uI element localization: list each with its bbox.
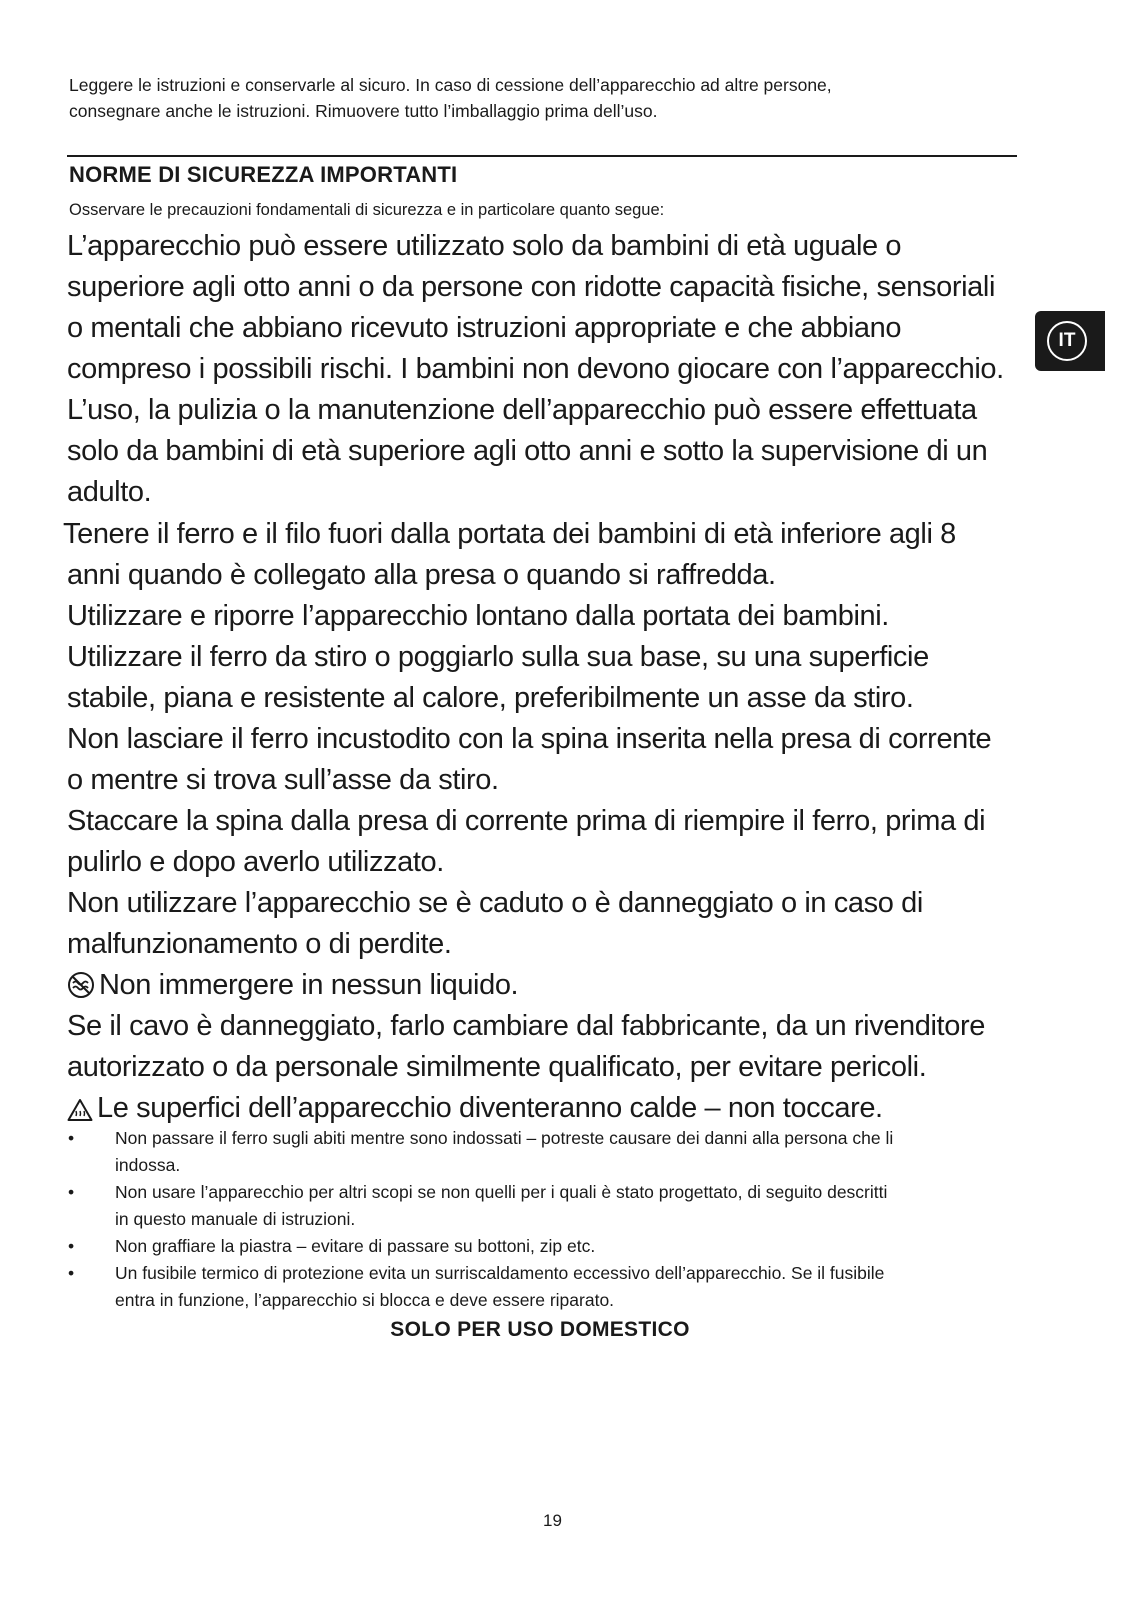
warning-no-immerse (67, 965, 1027, 1011)
intro-line: Leggere le istruzioni e conservarle al sicuro. In caso di cessione dell’apparecchio ad altre persone, (69, 75, 832, 95)
warning-unplug (67, 801, 1027, 883)
list-item-line: Non usare l’apparecchio per altri scopi se non quelli per i quali è stato progettato, di seguito descritti (115, 1182, 888, 1202)
section-subtitle: Osservare le precauzioni fondamentali di sicurezza e in particolare quanto segue: (69, 201, 665, 219)
list-item (62, 1125, 1022, 1179)
intro-text (69, 72, 1029, 124)
warning-unattended (67, 719, 1027, 801)
warning-line: L’uso, la pulizia o la manutenzione dell’apparecchio può essere effettuata (67, 394, 977, 426)
warning-line: o mentali che abbiano ricevuto istruzioni appropriate e che abbiano (67, 312, 902, 344)
warning-line: Non utilizzare l’apparecchio se è caduto o è danneggiato o in caso di (67, 887, 923, 919)
warning-line: Tenere il ferro e il filo fuori dalla portata dei bambini di età inferiore agli 8 (63, 518, 956, 550)
warning-line: stabile, piana e resistente al calore, preferibilmente un asse da stiro. (67, 682, 914, 714)
warning-line: malfunzionamento o di perdite. (67, 928, 452, 960)
section-divider (67, 155, 1017, 157)
section-title: NORME DI SICUREZZA IMPORTANTI (69, 162, 458, 187)
warning-children-use (67, 226, 1027, 513)
list-item (62, 1179, 1022, 1233)
warning-line: Non lasciare il ferro incustodito con la spina inserita nella presa di corrente (67, 723, 992, 755)
bullet-marker: • (68, 1182, 75, 1202)
warning-text: Non immergere in nessun liquido. (99, 969, 519, 1001)
language-badge: IT (1047, 321, 1087, 361)
warning-line (67, 965, 1027, 1011)
page-number: 19 (543, 1511, 562, 1530)
intro-line: consegnare anche le istruzioni. Rimuovere tutto l’imballaggio prima dell’uso. (69, 101, 658, 121)
warning-line: L’apparecchio può essere utilizzato solo da bambini di età uguale o (67, 230, 902, 262)
list-item (62, 1233, 1022, 1260)
language-tab (1035, 311, 1105, 371)
warning-text: Le superfici dell’apparecchio diventeranno calde – non toccare. (97, 1092, 883, 1124)
bullet-marker: • (68, 1263, 75, 1283)
warning-keep-away (63, 514, 1023, 596)
warning-line: Staccare la spina dalla presa di corrente prima di riempire il ferro, prima di (67, 805, 986, 837)
warning-line: Utilizzare e riporre l’apparecchio lontano dalla portata dei bambini. (67, 600, 889, 632)
list-item (62, 1260, 1022, 1314)
warning-line: Utilizzare il ferro da stiro o poggiarlo sulla sua base, su una superficie (67, 641, 929, 673)
warning-cable (67, 1006, 1027, 1088)
warning-damaged (67, 883, 1027, 965)
list-item-line: entra in funzione, l’apparecchio si blocca e deve essere riparato. (115, 1290, 615, 1310)
list-item-line: Non passare il ferro sugli abiti mentre sono indossati – potreste causare dei danni alla persona che li (115, 1128, 894, 1148)
warning-line: anni quando è collegato alla presa o quando si raffredda. (67, 559, 776, 591)
warning-line: adulto. (67, 476, 152, 508)
bullet-marker: • (68, 1128, 75, 1148)
warning-line: autorizzato o da personale similmente qualificato, per evitare pericoli. (67, 1051, 927, 1083)
warning-line: compreso i possibili rischi. I bambini non devono giocare con l’apparecchio. (67, 353, 1004, 385)
warning-line: pulirlo e dopo averlo utilizzato. (67, 846, 444, 878)
warning-line: solo da bambini di età superiore agli otto anni e sotto la supervisione di un (67, 435, 988, 467)
domestic-use-note: SOLO PER USO DOMESTICO (390, 1318, 690, 1341)
warning-stable-surface (67, 637, 1027, 719)
bullet-marker: • (68, 1236, 75, 1256)
warning-line: o mentre si trova sull’asse da stiro. (67, 764, 499, 796)
bullet-list (62, 1125, 1022, 1314)
no-immersion-icon (67, 970, 95, 1011)
list-item-line: in questo manuale di istruzioni. (115, 1209, 356, 1229)
list-item-line: Un fusibile termico di protezione evita un surriscaldamento eccessivo dell’apparecchio. Se il fusibile (115, 1263, 885, 1283)
warning-line: Se il cavo è danneggiato, farlo cambiare dal fabbricante, da un rivenditore (67, 1010, 985, 1042)
list-item-line: Non graffiare la piastra – evitare di passare su bottoni, zip etc. (115, 1236, 596, 1256)
warning-store-away (67, 596, 1027, 637)
warning-line: superiore agli otto anni o da persone con ridotte capacità fisiche, sensoriali (67, 271, 995, 303)
list-item-line: indossa. (115, 1155, 181, 1175)
